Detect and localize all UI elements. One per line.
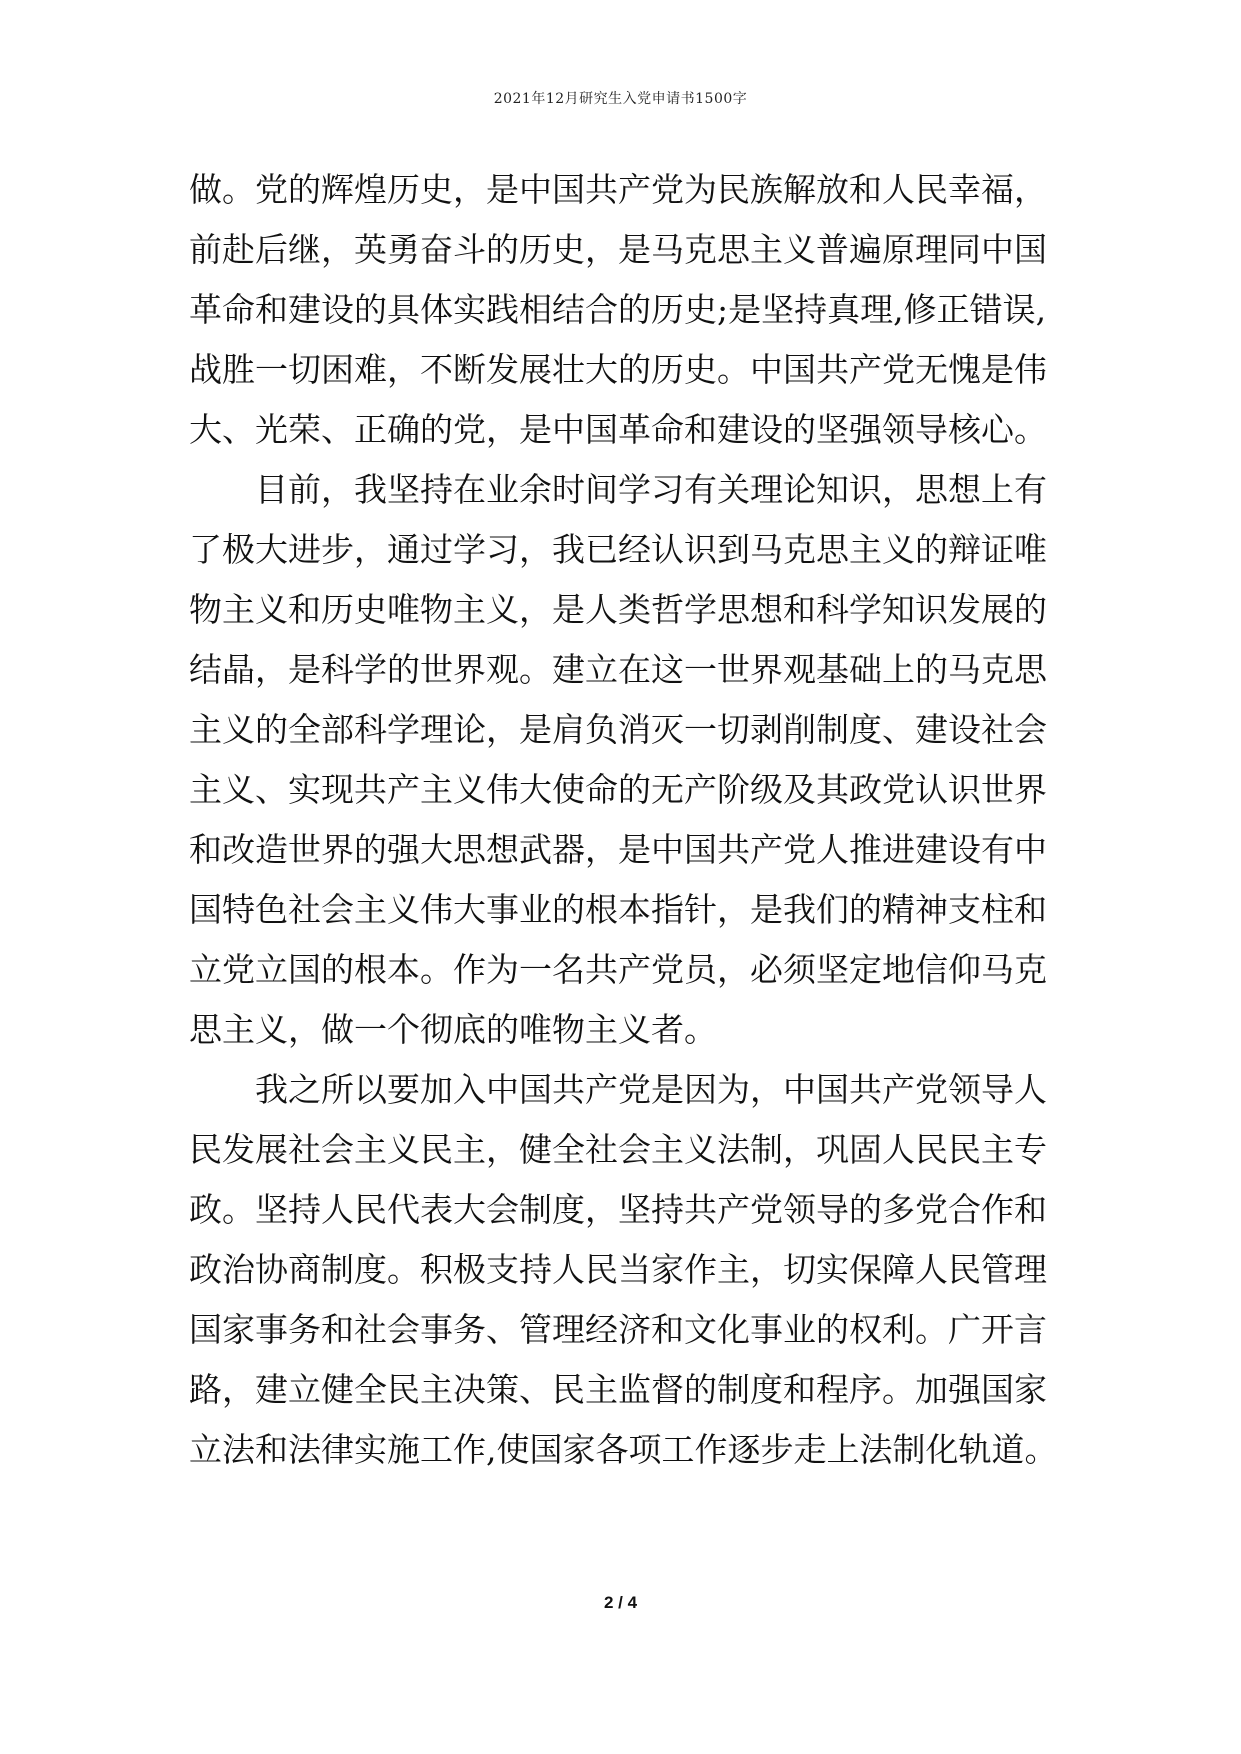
text-line: 革命和建设的具体实践相结合的历史;是坚持真理,修正错误, (189, 290, 1047, 329)
text-line: 国特色社会主义伟大事业的根本指针，是我们的精神支柱和 (189, 890, 1047, 929)
text-line: 主义的全部科学理论，是肩负消灭一切剥削制度、建设社会 (189, 710, 1047, 749)
text-line: 思主义，做一个彻底的唯物主义者。 (189, 1010, 717, 1049)
text-line: 路，建立健全民主决策、民主监督的制度和程序。加强国家 (189, 1370, 1047, 1409)
text-line: 前赴后继，英勇奋斗的历史，是马克思主义普遍原理同中国 (189, 230, 1047, 269)
text-line: 目前，我坚持在业余时间学习有关理论知识，思想上有 (255, 470, 1047, 509)
text-line: 立法和法律实施工作,使国家各项工作逐步走上法制化轨道。 (189, 1430, 1058, 1469)
document-body (189, 160, 1089, 1480)
text-line: 了极大进步，通过学习，我已经认识到马克思主义的辩证唯 (189, 530, 1047, 569)
page-header: 2021年12月研究生入党申请书1500字 (493, 91, 748, 107)
text-line: 大、光荣、正确的党，是中国革命和建设的坚强领导核心。 (189, 410, 1047, 449)
text-line: 民发展社会主义民主，健全社会主义法制，巩固人民民主专 (189, 1130, 1047, 1169)
text-line: 主义、实现共产主义伟大使命的无产阶级及其政党认识世界 (189, 770, 1047, 809)
text-line: 物主义和历史唯物主义，是人类哲学思想和科学知识发展的 (189, 590, 1047, 629)
paragraph-2 (189, 460, 1089, 1060)
text-line: 政。坚持人民代表大会制度，坚持共产党领导的多党合作和 (189, 1190, 1047, 1229)
paragraph-1 (189, 160, 1089, 460)
text-line: 国家事务和社会事务、管理经济和文化事业的权利。广开言 (189, 1310, 1047, 1349)
text-line: 结晶，是科学的世界观。建立在这一世界观基础上的马克思 (189, 650, 1047, 689)
text-line: 立党立国的根本。作为一名共产党员，必须坚定地信仰马克 (189, 950, 1047, 989)
paragraph-3 (189, 1060, 1089, 1480)
text-line: 我之所以要加入中国共产党是因为，中国共产党领导人 (255, 1070, 1047, 1109)
text-line: 战胜一切困难，不断发展壮大的历史。中国共产党无愧是伟 (189, 350, 1047, 389)
text-line: 政治协商制度。积极支持人民当家作主，切实保障人民管理 (189, 1250, 1047, 1289)
text-line: 和改造世界的强大思想武器，是中国共产党人推进建设有中 (189, 830, 1047, 869)
page-number: 2 / 4 (603, 1593, 638, 1612)
text-line: 做。党的辉煌历史，是中国共产党为民族解放和人民幸福， (189, 170, 1047, 209)
